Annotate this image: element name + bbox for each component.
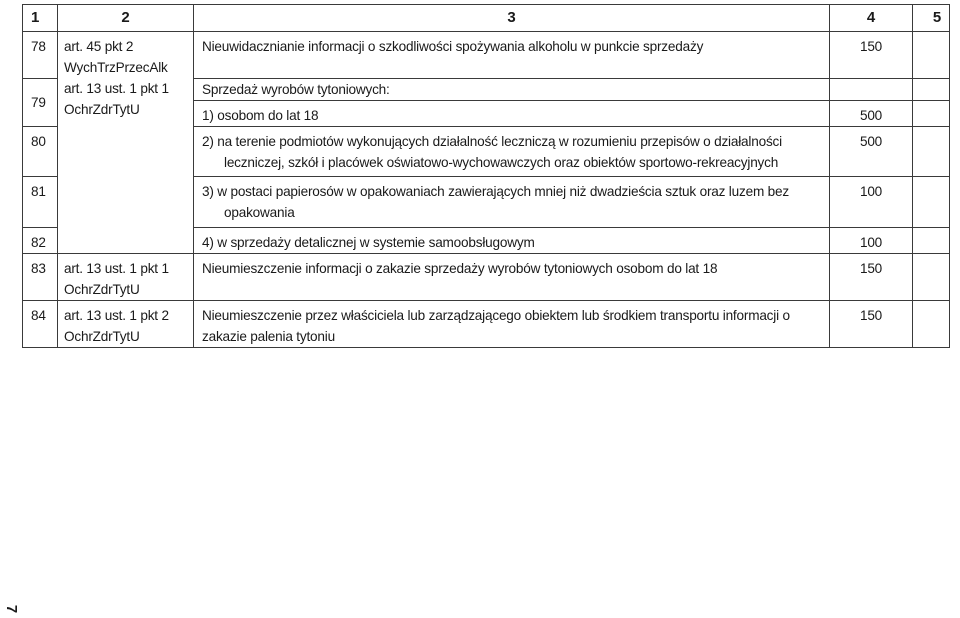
fine-amount: 150 xyxy=(830,300,913,347)
offence-item: 2) na terenie podmiotów wykonujących działalność leczniczą w rozumieniu przepisów o działalności leczniczej, szkół i placówek oświatowo-wychowawczych oraz obiektów sportowo-rekreacyjnych xyxy=(202,133,782,170)
page-number: 7 xyxy=(3,604,20,614)
fine-amount: 150 xyxy=(830,32,913,79)
col-5-cell xyxy=(913,253,950,300)
legal-basis xyxy=(58,253,194,300)
fine-amount-empty xyxy=(830,78,913,100)
fine-amount: 100 xyxy=(830,176,913,227)
legal-basis-act: OchrZdrTytU xyxy=(64,281,140,297)
row-number: 80 xyxy=(23,126,58,176)
header-col-1: 1 xyxy=(23,5,58,32)
offence-description: Nieumieszczenie informacji o zakazie sprzedaży wyrobów tytoniowych osobom do lat 18 xyxy=(194,253,830,300)
fine-amount: 500 xyxy=(830,126,913,176)
col-5-cell xyxy=(913,176,950,227)
offence-description: Nieuwidacznianie informacji o szkodliwości spożywania alkoholu w punkcie sprzedaży xyxy=(194,32,830,79)
table-row xyxy=(23,78,950,100)
col-5-cell xyxy=(913,227,950,253)
legal-basis-act: OchrZdrTytU xyxy=(64,102,140,117)
col-5-cell xyxy=(913,100,950,126)
header-col-2: 2 xyxy=(58,5,194,32)
row-number: 78 xyxy=(23,32,58,79)
row-number: 79 xyxy=(23,78,58,126)
offence-item: 3) w postaci papierosów w opakowaniach zawierających mniej niż dwadzieścia sztuk oraz luzem bez opakowania xyxy=(202,183,789,220)
row-number: 81 xyxy=(23,176,58,227)
col-5-cell xyxy=(913,300,950,347)
legal-basis-line: art. 13 ust. 1 pkt 1 xyxy=(64,260,169,276)
fines-table xyxy=(22,4,950,348)
legal-basis xyxy=(58,32,194,79)
header-col-5: 5 xyxy=(913,5,950,32)
table-header-row xyxy=(23,5,950,32)
legal-basis-line: art. 13 ust. 1 pkt 1 xyxy=(64,81,169,96)
offence-description xyxy=(194,126,830,176)
fine-amount: 150 xyxy=(830,253,913,300)
col-5-cell xyxy=(913,32,950,79)
table-row xyxy=(23,253,950,300)
row-number: 82 xyxy=(23,227,58,253)
offence-item: 4) w sprzedaży detalicznej w systemie samoobsługowym xyxy=(202,234,535,250)
legal-basis xyxy=(58,300,194,347)
legal-basis-line: art. 45 pkt 2 xyxy=(64,39,134,54)
row-number: 83 xyxy=(23,253,58,300)
col-5-cell xyxy=(913,78,950,100)
row-number: 84 xyxy=(23,300,58,347)
offence-description xyxy=(194,100,830,126)
col-5-cell xyxy=(913,126,950,176)
fine-amount: 100 xyxy=(830,227,913,253)
header-col-3: 3 xyxy=(194,5,830,32)
legal-basis xyxy=(58,78,194,253)
offence-description xyxy=(194,227,830,253)
offence-description: Nieumieszczenie przez właściciela lub zarządzającego obiektem lub środkiem transportu informacji o zakazie palenia tytoniu xyxy=(194,300,830,347)
offence-description: Sprzedaż wyrobów tytoniowych: xyxy=(194,78,830,100)
legal-basis-act: OchrZdrTytU xyxy=(64,328,140,344)
table-row xyxy=(23,300,950,347)
offence-item: 1) osobom do lat 18 xyxy=(202,107,319,123)
offence-description xyxy=(194,176,830,227)
table-row xyxy=(23,32,950,79)
legal-basis-act: WychTrzPrzecAlk xyxy=(64,60,168,75)
legal-basis-line: art. 13 ust. 1 pkt 2 xyxy=(64,307,169,323)
fine-amount: 500 xyxy=(830,100,913,126)
header-col-4: 4 xyxy=(830,5,913,32)
